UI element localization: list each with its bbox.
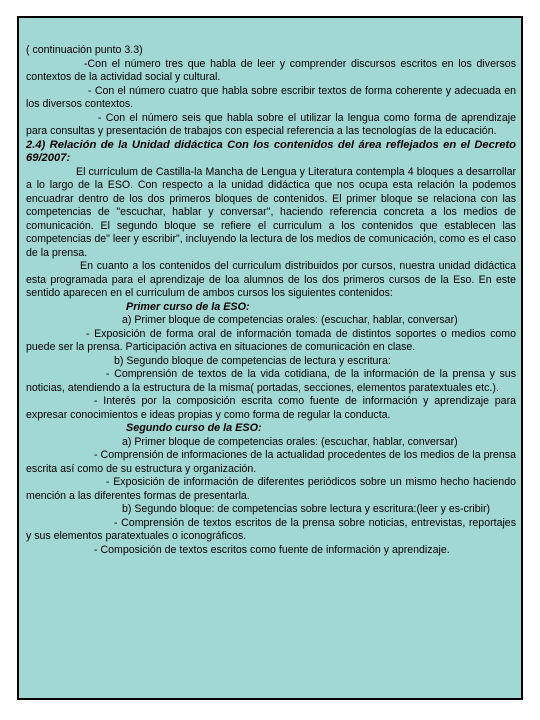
- document-page: [17, 16, 523, 700]
- second-course-block-b: b) Segundo bloque: de competencias sobre lectura y escritura:(leer y es-cribir): [122, 503, 491, 515]
- paragraph-contents: En cuanto a los contenidos del curriculum distribuidos por cursos, nuestra unidad didáctica esta programada para el aprendizaje de loa alumnos de los dos primeros cursos de la Eso. En este sentido aparecen en el curriculum de ambos cursos los siguientes contenidos:: [26, 260, 516, 299]
- subheading-first-course: Primer curso de la ESO:: [126, 300, 250, 313]
- second-course-block-a: a) Primer bloque de competencias orales: (escuchar, hablar, conversar): [122, 435, 458, 448]
- second-course-text-comprehension: - Comprensión de textos escritos de la prensa sobre noticias, entrevistas, reportajes y sus elementos paratextuales o iconográficos.: [26, 516, 516, 542]
- paragraph-item-six: - Con el número seis que habla sobre el utilizar la lengua como forma de aprendizaje para consultas y presentación de trabajos con especial referencia a las tecnologías de la educación.: [26, 111, 516, 137]
- document-body: [26, 44, 516, 557]
- paragraph-curriculum: El currículum de Castilla-la Mancha de Lengua y Literatura contempla 4 bloques a desarrollar a lo largo de la ESO. Con respecto a la unidad didáctica que nos ocupa esta relación la podemos encuadrar dentro de los dos primeros bloques de contenidos. El primer bloque se relaciona con las competencias de "escuchar, hablar y conversar", haciendo referencia concreta a los medios de comunicación. El segundo bloque se refiere el curriculum a los contenidos que establecen las competencias de" leer y escribir", incluyendo la lectura de los medios de comunicación, como es el caso de la prensa.: [26, 165, 516, 259]
- first-course-block-a: a) Primer bloque de competencias orales: (escuchar, hablar, conversar): [122, 314, 458, 326]
- second-course-written-composition: - Composición de textos escritos como fuente de información y aprendizaje.: [94, 543, 450, 556]
- subheading-second-course: Segundo curso de la ESO:: [126, 422, 262, 434]
- continuation-note: ( continuación punto 3.3): [26, 44, 143, 56]
- first-course-oral-exposition: - Exposición de forma oral de información tomada de distintos soportes o medios como puede ser la prensa. Participación activa en situaciones de comunicación en clase.: [26, 327, 516, 353]
- second-course-newspaper-exposition: - Exposición de información de diferentes periódicos sobre un mismo hecho haciendo mención a las diferentes formas de presentarla.: [26, 476, 516, 502]
- first-course-text-comprehension: - Comprensión de textos de la vida cotidiana, de la información de la prensa y sus noticias, atendiendo a la estructura de la misma( portadas, secciones, elementos paratextuales etc.).: [26, 368, 516, 394]
- first-course-block-b: b) Segundo bloque de competencias de lectura y escritura:: [114, 354, 391, 367]
- second-course-news-comprehension: - Comprensión de informaciones de la actualidad procedentes de los medios de la prensa escrita así como de su estructura y organización.: [26, 449, 516, 475]
- section-heading: 2.4) Relación de la Unidad didáctica Con los contenidos del área reflejados en el Decreto 69/2007:: [26, 138, 516, 164]
- paragraph-item-three: -Con el número tres que habla de leer y comprender discursos escritos en los diversos contextos de la actividad social y cultural.: [26, 57, 516, 83]
- first-course-written-composition: - Interés por la composición escrita como fuente de información y aprendizaje para expresar conocimientos e ideas propias y como forma de regular la conducta.: [26, 395, 516, 421]
- paragraph-item-four: - Con el número cuatro que habla sobre escribir textos de forma coherente y adecuada en los diversos contextos.: [26, 84, 516, 110]
